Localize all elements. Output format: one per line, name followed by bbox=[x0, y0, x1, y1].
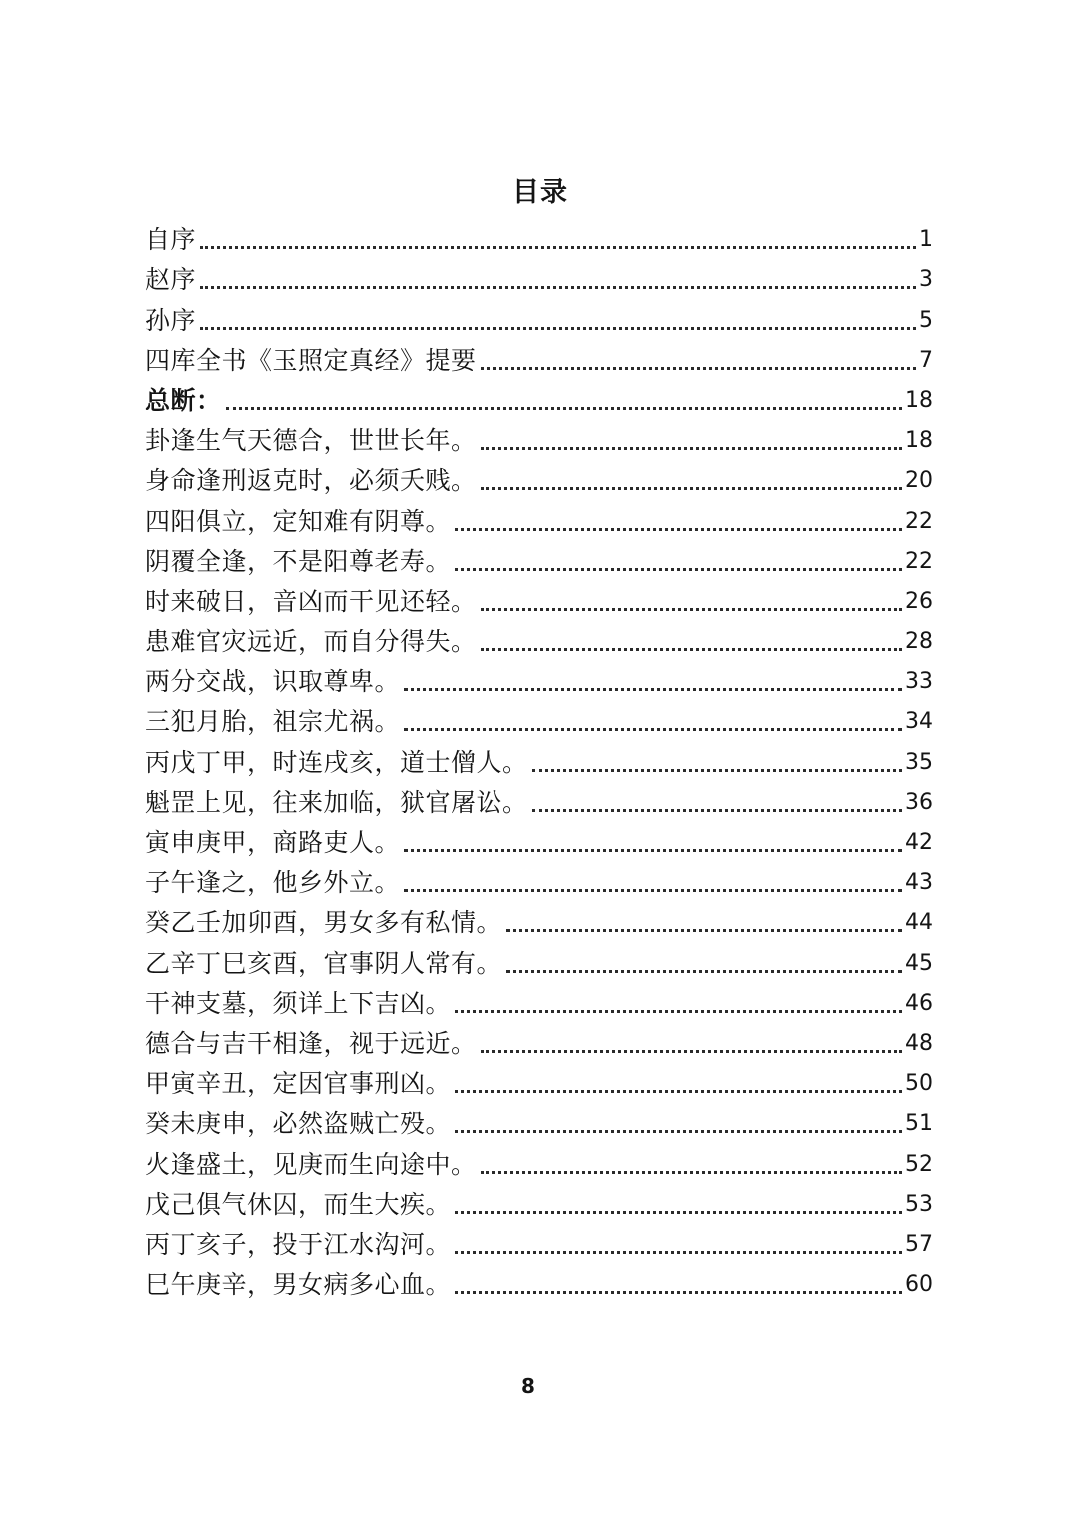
dot-leader bbox=[404, 728, 902, 731]
toc-entry-page: 35 bbox=[905, 749, 933, 775]
toc-entry bbox=[145, 1263, 933, 1303]
toc-entry-page: 22 bbox=[905, 548, 933, 574]
dot-leader bbox=[200, 327, 916, 330]
toc-entry-page: 51 bbox=[905, 1111, 933, 1137]
dot-leader bbox=[481, 1171, 902, 1174]
toc-entry bbox=[145, 1102, 933, 1142]
toc-entry-page: 45 bbox=[905, 950, 933, 976]
toc-entry-label: 四库全书《玉照定真经》提要 bbox=[145, 345, 477, 375]
toc-entry bbox=[145, 218, 933, 258]
toc-entry bbox=[145, 580, 933, 620]
toc-entry-page: 20 bbox=[905, 468, 933, 494]
dot-leader bbox=[404, 849, 902, 852]
dot-leader bbox=[481, 1050, 902, 1053]
toc-entry bbox=[145, 1142, 933, 1182]
toc-entry bbox=[145, 700, 933, 740]
toc-entry-page: 28 bbox=[905, 629, 933, 655]
dot-leader bbox=[481, 447, 902, 450]
toc-entry-page: 34 bbox=[905, 709, 933, 735]
toc-entry bbox=[145, 540, 933, 580]
toc-entry-label: 总断： bbox=[145, 385, 222, 415]
dot-leader bbox=[481, 487, 902, 490]
toc-entry bbox=[145, 861, 933, 901]
toc-entry bbox=[145, 459, 933, 499]
table-of-contents bbox=[145, 218, 933, 1303]
toc-entry bbox=[145, 821, 933, 861]
toc-entry-label: 丙戊丁甲，时连戌亥，道士僧人。 bbox=[145, 747, 528, 777]
toc-entry-label: 两分交战，识取尊卑。 bbox=[145, 667, 401, 697]
dot-leader bbox=[404, 688, 902, 691]
dot-leader bbox=[506, 929, 902, 932]
toc-entry bbox=[145, 258, 933, 298]
toc-entry-page: 57 bbox=[905, 1231, 933, 1257]
toc-entry-page: 26 bbox=[905, 588, 933, 614]
toc-entry-page: 42 bbox=[905, 830, 933, 855]
dot-leader bbox=[481, 648, 902, 651]
toc-entry-label: 时来破日，音凶而干见还轻。 bbox=[145, 586, 477, 616]
dot-leader bbox=[481, 367, 916, 370]
toc-entry-page: 7 bbox=[919, 347, 933, 373]
dot-leader bbox=[200, 246, 916, 249]
dot-leader bbox=[455, 1211, 902, 1214]
dot-leader bbox=[200, 286, 916, 289]
toc-entry bbox=[145, 941, 933, 981]
toc-entry bbox=[145, 1022, 933, 1062]
toc-entry bbox=[145, 1183, 933, 1223]
toc-entry-label: 四阳俱立，定知难有阴尊。 bbox=[145, 506, 452, 536]
toc-entry-label: 身命逢刑返克时，必须夭贱。 bbox=[145, 466, 477, 496]
dot-leader bbox=[455, 1251, 902, 1254]
dot-leader bbox=[455, 1291, 902, 1294]
toc-entry-page: 48 bbox=[905, 1030, 933, 1056]
toc-entry bbox=[145, 419, 933, 459]
toc-entry-label: 魁罡上见，往来加临，狱官屠讼。 bbox=[145, 787, 528, 817]
toc-entry-label: 甲寅辛丑，定因官事刑凶。 bbox=[145, 1069, 452, 1099]
dot-leader bbox=[455, 568, 902, 571]
toc-entry-page: 5 bbox=[919, 307, 933, 333]
toc-entry-label: 火逢盛土，见庚而生向途中。 bbox=[145, 1149, 477, 1179]
toc-entry-page: 36 bbox=[905, 789, 933, 815]
toc-entry-page: 60 bbox=[905, 1272, 933, 1298]
dot-leader bbox=[532, 809, 902, 812]
toc-entry-label: 德合与吉干相逢，视于远近。 bbox=[145, 1028, 477, 1058]
toc-entry bbox=[145, 620, 933, 660]
toc-entry-label: 自序 bbox=[145, 225, 197, 255]
toc-entry-label: 赵序 bbox=[145, 265, 197, 295]
toc-entry-page: 3 bbox=[919, 267, 933, 293]
toc-entry-label: 阴覆全逢，不是阳尊老寿。 bbox=[145, 546, 452, 576]
dot-leader bbox=[506, 970, 902, 973]
dot-leader bbox=[481, 608, 902, 611]
toc-entry-label: 丙丁亥子，投于江水沟河。 bbox=[145, 1229, 452, 1259]
dot-leader bbox=[226, 407, 902, 410]
toc-entry bbox=[145, 901, 933, 941]
toc-entry bbox=[145, 499, 933, 539]
toc-entry-page: 44 bbox=[905, 910, 933, 936]
toc-entry-label: 三犯月胎，祖宗尤祸。 bbox=[145, 707, 401, 737]
toc-entry-label: 乙辛丁巳亥酉，官事阴人常有。 bbox=[145, 948, 503, 978]
dot-leader bbox=[455, 1010, 902, 1013]
dot-leader bbox=[404, 889, 902, 892]
toc-entry-label: 癸乙壬加卯酉，男女多有私情。 bbox=[145, 908, 503, 938]
toc-entry-page: 46 bbox=[905, 990, 933, 1016]
toc-entry-page: 43 bbox=[905, 870, 933, 896]
toc-entry-page: 50 bbox=[905, 1071, 933, 1097]
dot-leader bbox=[455, 1090, 902, 1093]
page-number: 8 bbox=[521, 1374, 535, 1398]
dot-leader bbox=[532, 769, 902, 772]
toc-entry-page: 18 bbox=[905, 387, 933, 413]
toc-entry bbox=[145, 982, 933, 1022]
toc-entry-page: 52 bbox=[905, 1151, 933, 1177]
toc-entry-page: 1 bbox=[919, 227, 933, 253]
toc-entry bbox=[145, 740, 933, 780]
toc-entry bbox=[145, 298, 933, 338]
toc-entry bbox=[145, 339, 933, 379]
toc-entry-label: 孙序 bbox=[145, 305, 197, 335]
toc-entry-label: 癸未庚申，必然盗贼亡殁。 bbox=[145, 1109, 452, 1139]
toc-entry-label: 患难官灾远近，而自分得失。 bbox=[145, 627, 477, 657]
toc-entry-label: 卦逢生气天德合，世世长年。 bbox=[145, 426, 477, 456]
toc-entry-page: 33 bbox=[905, 669, 933, 695]
toc-entry-label: 子午逢之，他乡外立。 bbox=[145, 868, 401, 898]
toc-entry-page: 53 bbox=[905, 1191, 933, 1217]
toc-entry-label: 戊己俱气休囚，而生大疾。 bbox=[145, 1189, 452, 1219]
toc-entry bbox=[145, 1223, 933, 1263]
toc-entry-page: 18 bbox=[905, 428, 933, 454]
toc-entry bbox=[145, 1062, 933, 1102]
dot-leader bbox=[455, 1130, 902, 1133]
toc-entry-label: 寅申庚甲，商路吏人。 bbox=[145, 828, 401, 857]
toc-entry-page: 22 bbox=[905, 508, 933, 534]
toc-entry-label: 巳午庚辛，男女病多心血。 bbox=[145, 1270, 452, 1300]
toc-entry bbox=[145, 660, 933, 700]
page-title: 目录 bbox=[512, 177, 568, 208]
toc-entry bbox=[145, 379, 933, 419]
toc-entry-label: 干神支墓，须详上下吉凶。 bbox=[145, 988, 452, 1018]
toc-entry bbox=[145, 781, 933, 821]
dot-leader bbox=[455, 528, 902, 531]
